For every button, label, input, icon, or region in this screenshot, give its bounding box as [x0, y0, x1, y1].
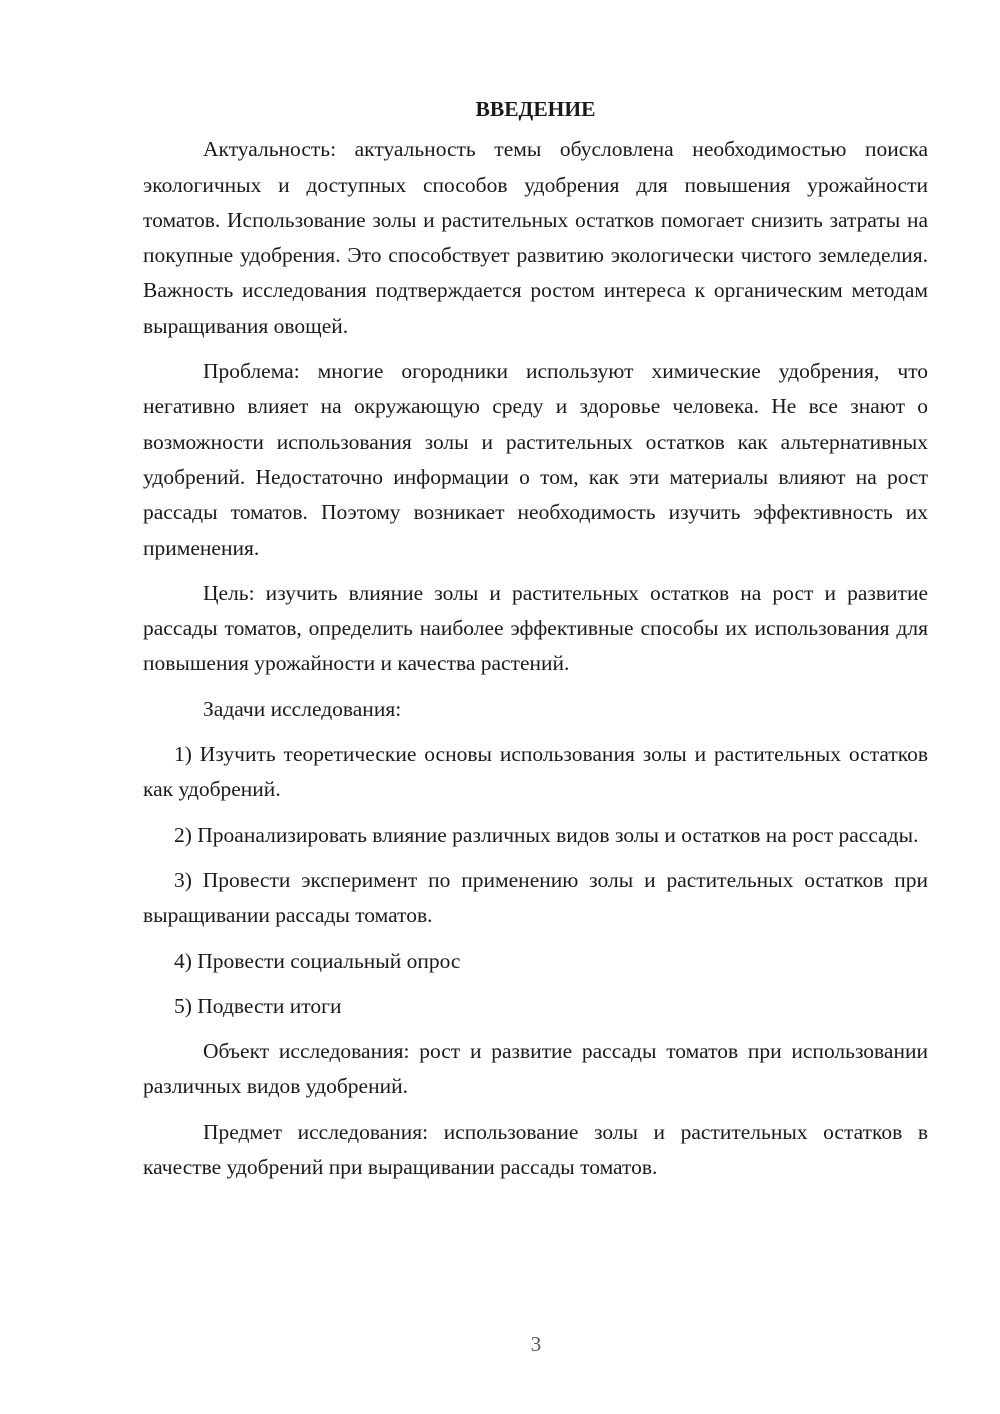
section-title: ВВЕДЕНИЕ: [475, 97, 596, 121]
paragraph-object: Объект исследования: рост и развитие рассады томатов при использовании различных видов удобрений.: [143, 1039, 928, 1099]
paragraph-goal: Цель: изучить влияние золы и растительных остатков на рост и развитие рассады томатов, определить наиболее эффективные способы их использования для повышения урожайности и качества растений.: [143, 580, 928, 676]
list-item: 2) Проанализировать влияние различных видов золы и остатков на рост рассады.: [174, 822, 919, 847]
list-item: 1) Изучить теоретические основы использования золы и растительных остатков как удобрений.: [143, 742, 928, 802]
paragraph-problem: Проблема: многие огородники используют химические удобрения, что негативно влияет на окружающую среду и здоровье человека. Не все знают о возможности использования золы и растительных остатков как альтернативных удобрений. Недостаточно информации о том, как эти материалы влияют на рост рассады томатов. Поэтому возникает необходимость изучить эффективность их применения.: [143, 359, 928, 560]
tasks-heading: Задачи исследования:: [203, 696, 402, 721]
list-item: 3) Провести эксперимент по применению золы и растительных остатков при выращивании рассады томатов.: [143, 867, 928, 928]
list-item: 4) Провести социальный опрос: [174, 948, 461, 973]
page-number: 3: [530, 1332, 542, 1356]
document-page: [143, 92, 928, 1195]
paragraph-subject: Предмет исследования: использование золы и растительных остатков в качестве удобрений при выращивании рассады томатов.: [143, 1119, 928, 1180]
paragraph-relevance: Актуальность: актуальность темы обусловлена необходимостью поиска экологичных и доступных способов удобрения для повышения урожайности томатов. Использование золы и растительных остатков помогает снизить затраты на покупные удобрения. Это способствует развитию экологически чистого земледелия. Важность исследования подтверждается ростом интереса к органическим методам выращивания овощей.: [143, 137, 928, 338]
list-item: 5) Подвести итоги: [174, 993, 342, 1018]
